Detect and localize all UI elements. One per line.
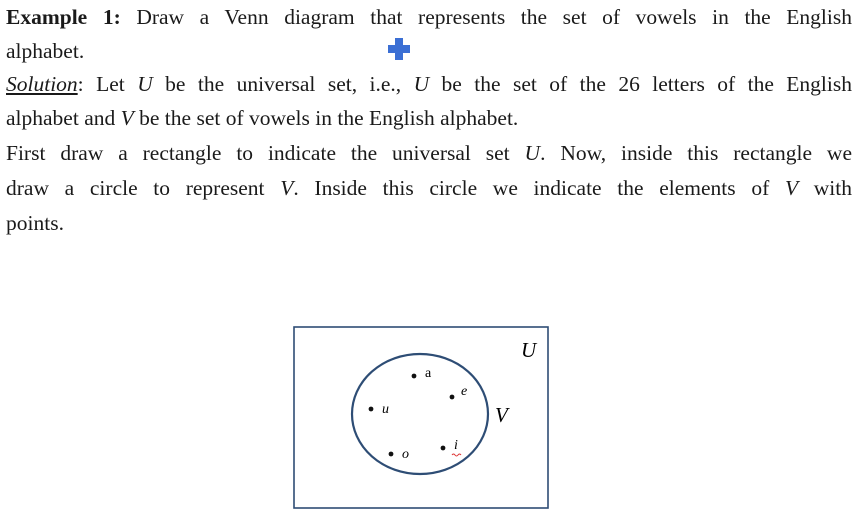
vowel-set-label: V bbox=[495, 403, 508, 427]
vowel-set-circle bbox=[352, 354, 488, 474]
point-a-dot bbox=[412, 374, 417, 379]
point-i-label: i bbox=[454, 438, 458, 453]
point-a-label: a bbox=[425, 366, 432, 381]
point-e-dot bbox=[450, 395, 455, 400]
point-o-label: o bbox=[402, 447, 409, 462]
example-text: Draw a Venn diagram that represents the set of vowels in the English bbox=[136, 5, 853, 29]
solution-label: Solution bbox=[6, 72, 78, 96]
point-e-label: e bbox=[461, 384, 468, 399]
point-o-dot bbox=[389, 452, 394, 457]
instruction-line-1: First draw a rectangle to indicate the universal set U. Now, inside this rectangle we bbox=[6, 141, 852, 165]
solution-line-1: Solution: Let U be the universal set, i.e., U be the set of the 26 letters of the English bbox=[6, 72, 852, 96]
example-line-2: alphabet. bbox=[6, 39, 85, 63]
spell-underline bbox=[452, 454, 461, 456]
point-u-label: u bbox=[382, 402, 389, 417]
universal-set-label: U bbox=[521, 338, 537, 362]
instruction-line-2: draw a circle to represent V. Inside this circle we indicate the elements of V with bbox=[6, 176, 852, 200]
example-label: Example 1: bbox=[6, 5, 121, 29]
point-u-dot bbox=[369, 407, 374, 412]
solution-line-2: alphabet and V be the set of vowels in the English alphabet. bbox=[6, 106, 519, 130]
point-i-dot bbox=[441, 446, 446, 451]
instruction-line-3: points. bbox=[6, 211, 64, 235]
